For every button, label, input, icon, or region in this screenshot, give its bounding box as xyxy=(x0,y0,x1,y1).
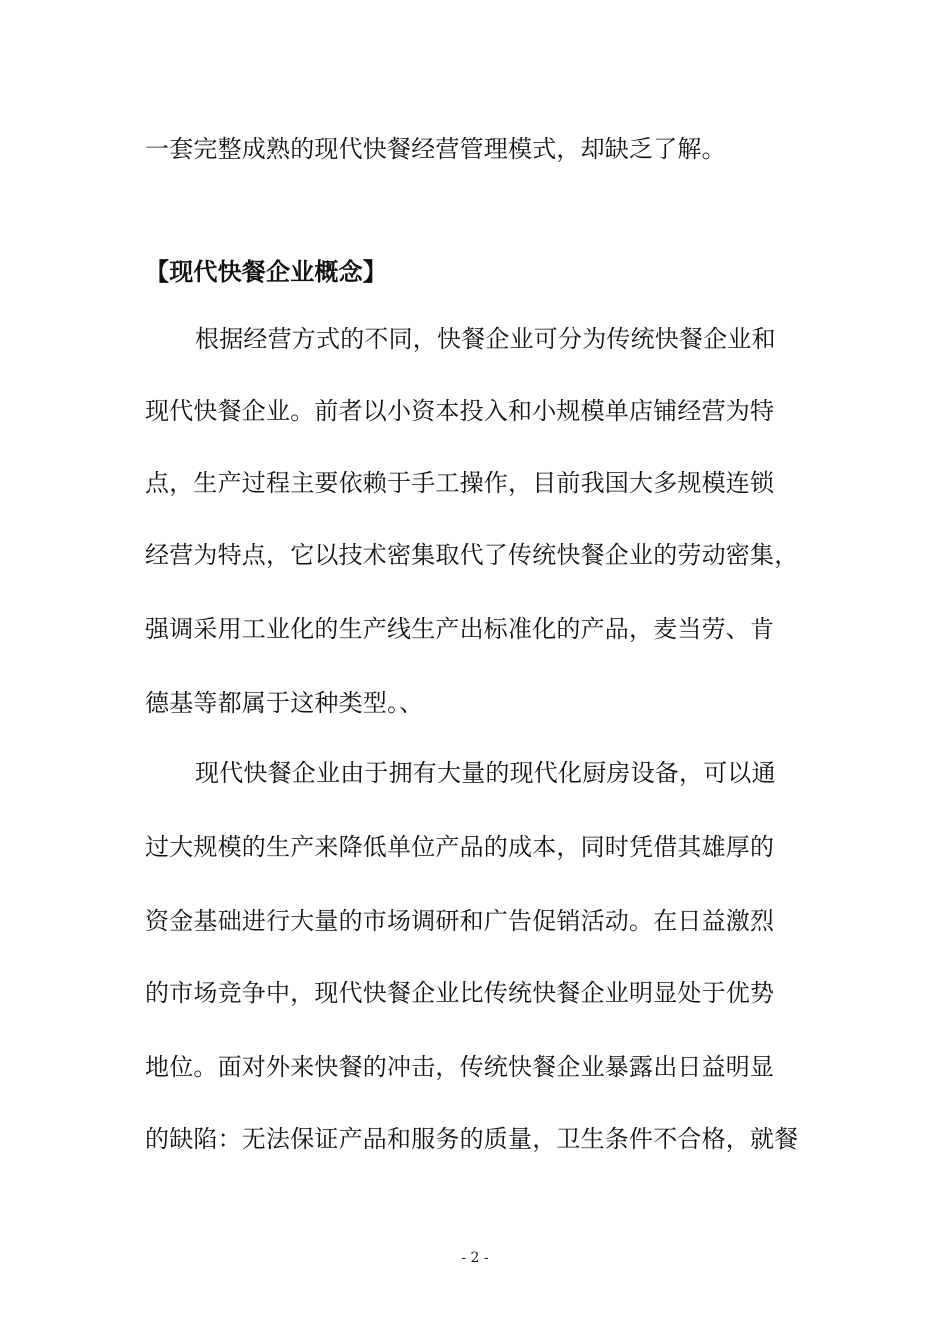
page-number: - 2 - xyxy=(461,1250,489,1266)
text-line: 经营为特点，它以技术密集取代了传统快餐企业的劳动密集， xyxy=(145,541,799,569)
paragraph-first-line: 现代快餐企业由于拥有大量的现代化厨房设备，可以通 xyxy=(195,759,776,787)
text-line: 德基等都属于这种类型。、 xyxy=(145,689,424,717)
section-heading: 【现代快餐企业概念】 xyxy=(145,257,387,286)
text-line: 的缺陷：无法保证产品和服务的质量，卫生条件不合格，就餐 xyxy=(145,1125,799,1153)
paragraph-first-line: 根据经营方式的不同，快餐企业可分为传统快餐企业和 xyxy=(195,325,776,353)
text-line: 过大规模的生产来降低单位产品的成本，同时凭借其雄厚的 xyxy=(145,833,775,861)
text-line: 点，生产过程主要依赖于手工操作，目前我国大多规模连锁 xyxy=(145,469,775,497)
text-line: 的市场竞争中，现代快餐企业比传统快餐企业明显处于优势 xyxy=(145,979,775,1007)
text-line: 强调采用工业化的生产线生产出标准化的产品，麦当劳、肯 xyxy=(145,615,775,643)
text-line: 现代快餐企业。前者以小资本投入和小规模单店铺经营为特 xyxy=(145,397,775,425)
text-line: 地位。面对外来快餐的冲击，传统快餐企业暴露出日益明显 xyxy=(145,1053,775,1081)
text-line: 资金基础进行大量的市场调研和广告促销活动。在日益激烈 xyxy=(145,907,775,935)
text-line: 一套完整成熟的现代快餐经营管理模式，却缺乏了解。 xyxy=(145,135,726,163)
